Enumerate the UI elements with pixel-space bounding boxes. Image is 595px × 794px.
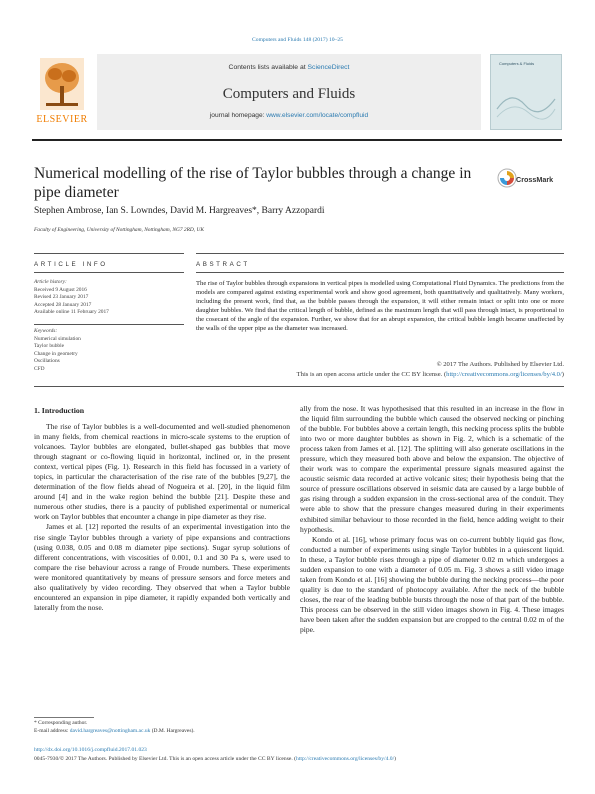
footnote [34, 719, 195, 735]
article-info-rule-mid [34, 272, 184, 273]
homepage-prefix: journal homepage: [209, 112, 267, 119]
abstract-text: The rise of Taylor bubbles through expansions in vertical pipes is modelled using Computational Fluid Dynamics. The predictions from the models are compared against existing experimental work and show good agreement, both quantitatively and qualitatively. Many workers, including the present work, find that, as the bubble passes through the expansion, it will either remain intact or split into one or more daughter bubbles. We find that the critical length of bubble, defined as the maximum length that will pass through intact, is proportional to the cosecant of the angle of the expansion. Further, we show that for an abrupt expansion, the critical bubble length became unaffected by the walls of the upper pipe as the diameter was increased. [196, 280, 564, 332]
footnote-rule [34, 717, 94, 718]
keywords-label: Keywords: [34, 328, 58, 334]
crossmark-label: CrossMark [516, 175, 554, 184]
crossmark-icon [497, 168, 517, 188]
history-online: Available online 11 February 2017 [34, 309, 109, 316]
article-history [34, 279, 184, 317]
article-info-heading: ARTICLE INFO [34, 261, 108, 268]
abstract-heading: ABSTRACT [196, 261, 250, 268]
page-footer [34, 746, 564, 763]
email-line [34, 727, 195, 735]
article-title: Numerical modelling of the rise of Taylor bubbles through a change in pipe diameter [34, 165, 472, 201]
history-revised: Revised 23 January 2017 [34, 294, 89, 301]
copyright-line: © 2017 The Authors. Published by Elsevier Ltd. [436, 361, 564, 368]
issn-line [34, 755, 564, 764]
cover-title: Computers & Fluids [499, 61, 535, 66]
section-heading-introduction: 1. Introduction [34, 406, 85, 415]
keyword: Oscillations [34, 358, 60, 365]
history-received: Received 9 August 2016 [34, 286, 87, 293]
abstract-rule-bottom [34, 386, 564, 387]
issn-text: 0045-7930/© 2017 The Authors. Published by Elsevier Ltd. This is an open access article under the CC BY license. ( [34, 755, 297, 762]
license-line [196, 370, 564, 380]
email-prefix: E-mail address: [34, 728, 70, 734]
sciencedirect-link[interactable]: ScienceDirect [307, 64, 350, 71]
affiliation: Faculty of Engineering, University of Nottingham, Nottingham, NG7 2RD, UK [34, 227, 204, 233]
author-list: Stephen Ambrose, Ian S. Lowndes, David M. Hargreaves*, Barry Azzopardi [34, 206, 325, 216]
abstract-rule-top [196, 253, 564, 254]
contents-prefix: Contents lists available at [228, 64, 308, 71]
crossmark-badge[interactable] [497, 168, 569, 192]
license-prefix: This is an open access article under the CC BY license. ( [296, 371, 447, 378]
copyright-block [196, 360, 564, 380]
homepage-link[interactable]: www.elsevier.com/locate/compfluid [266, 112, 369, 119]
body-column-left [34, 422, 290, 613]
paragraph: ally from the nose. It was hypothesised that this resulted in an increase in the flow in the liquid film surrounding the bubble which caused the observed necking or pinching of the bubble. For bubbles above a certain length, this necking process splits the bubble into two or more daughter bubbles as shown in Fig. 2, which is a schematic of the process taken from James et al. [12]. The splitting will also generate oscillations in the pressure, which they measured both above and below the expansion. The objective of their work was to compare the experimental pressure signals measured against the acoustic seismic data recorded at active volcanic sites; their hypothesis being that the source of pressure oscillations observed in seismic data are caused by a large bubble of gas rising through a sudden expansion in the cross-sectional area of the conduit. They were able to show that the pressure changes measured during in their experiments exhibited similar behaviour to those recorded in the field, hence adding weight to their hypothesis. [300, 404, 564, 534]
footer-license-link[interactable]: http://creativecommons.org/licenses/by/4.0/ [296, 755, 395, 762]
keyword: CFD [34, 365, 45, 372]
abstract-rule-mid [196, 272, 564, 273]
keyword: Numerical simulation [34, 335, 81, 342]
journal-title: Computers and Fluids [222, 86, 356, 102]
keyword: Change in geometry [34, 350, 78, 357]
journal-reference[interactable]: Computers and Fluids 148 (2017) 10–25 [252, 37, 343, 43]
contents-availability [97, 64, 481, 71]
history-accepted: Accepted 28 January 2017 [34, 301, 92, 308]
body-column-right [300, 404, 564, 635]
publisher-logo [32, 58, 92, 130]
paragraph: The rise of Taylor bubbles is a well-documented and well-studied phenomenon in many fields, from chemical reactions in micro-scale systems to the eruption of volcanoes. Taylor bubbles are elongated, bullet-shaped gas bubbles that move through stagnant or co-flowing liquid in horizontal, inclined or, in the present context, vertical pipes (Fig. 1). Research in this field has focussed in a variety of topics, in particular the characterisation of the rise rate of the bubbles [9,27], the determination of the flow fields ahead of Nogueira et al. [20], in the liquid film around [4] and in the wake region behind the bubble [21]. Despite these and numerous other studies, there is a paucity of published experimental or numerical work on Taylor bubbles that encounter a change in pipe diameter as they rise. [34, 422, 290, 522]
publisher-name: ELSEVIER [36, 114, 88, 125]
cover-art-icon [491, 69, 561, 129]
header-divider [32, 139, 562, 141]
journal-homepage [97, 112, 481, 119]
corresponding-author-note: * Corresponding author. [34, 720, 88, 726]
elsevier-tree-icon [40, 58, 84, 110]
article-info-rule-keywords [34, 324, 184, 325]
history-label: Article history: [34, 279, 67, 285]
issn-suffix: ) [394, 755, 397, 762]
keywords [34, 328, 184, 374]
license-suffix: ) [561, 371, 564, 378]
paragraph: Kondo et al. [16], whose primary focus was on co-current bubbly liquid gas flow, conducted a number of experiments using single Taylor bubbles in a quiescent liquid. In these, a Taylor bubble rises through a pipe of diameter 0.02 m which undergoes a sudden expansion to one with a diameter of 0.05 m. Fig. 3 shows a still video image taken from Kondo et al. [16] showing the bubble during the necking process—the poor quality is due to the standard of photocopy available. After the neck of the bubble closes, the rear of the leading bubble bursts through the nose of that part of the bubble. This process can be observed in the still video images shown in Fig. 4. These images have been taken after the sudden expansion but are cropped to the central 0.02 m of the pipe. [300, 534, 564, 635]
journal-cover-thumbnail [490, 54, 562, 130]
license-link[interactable]: http://creativecommons.org/licenses/by/4.0/ [446, 371, 562, 378]
paragraph: James et al. [12] reported the results of an experimental investigation into the rise single Taylor bubbles through a variety of pipe expansions and contractions (using 0.038, 0.05 and 0.08 m diameter pipe sections). Sugar syrup solutions of different concentrations, with viscosities of 0.001, 0.1 and 30 Pa s, were used to compare the rise behaviour across a range of Froude numbers. These experiments were monitored quantitatively by means of pressure sensors and force meters and also qualitatively by video recording. They observed that when a Taylor bubble encountered an expansion in pipe diameter, it rapidly expanded both vertically and laterally from the nose. [34, 522, 290, 612]
article-info-rule-top [34, 253, 184, 254]
email-suffix: (D.M. Hargreaves). [150, 728, 195, 734]
doi-link[interactable]: http://dx.doi.org/10.1016/j.compfluid.2017.01.023 [34, 747, 147, 753]
keyword: Taylor bubble [34, 343, 65, 350]
email-link[interactable]: david.hargreaves@nottingham.ac.uk [69, 728, 151, 734]
